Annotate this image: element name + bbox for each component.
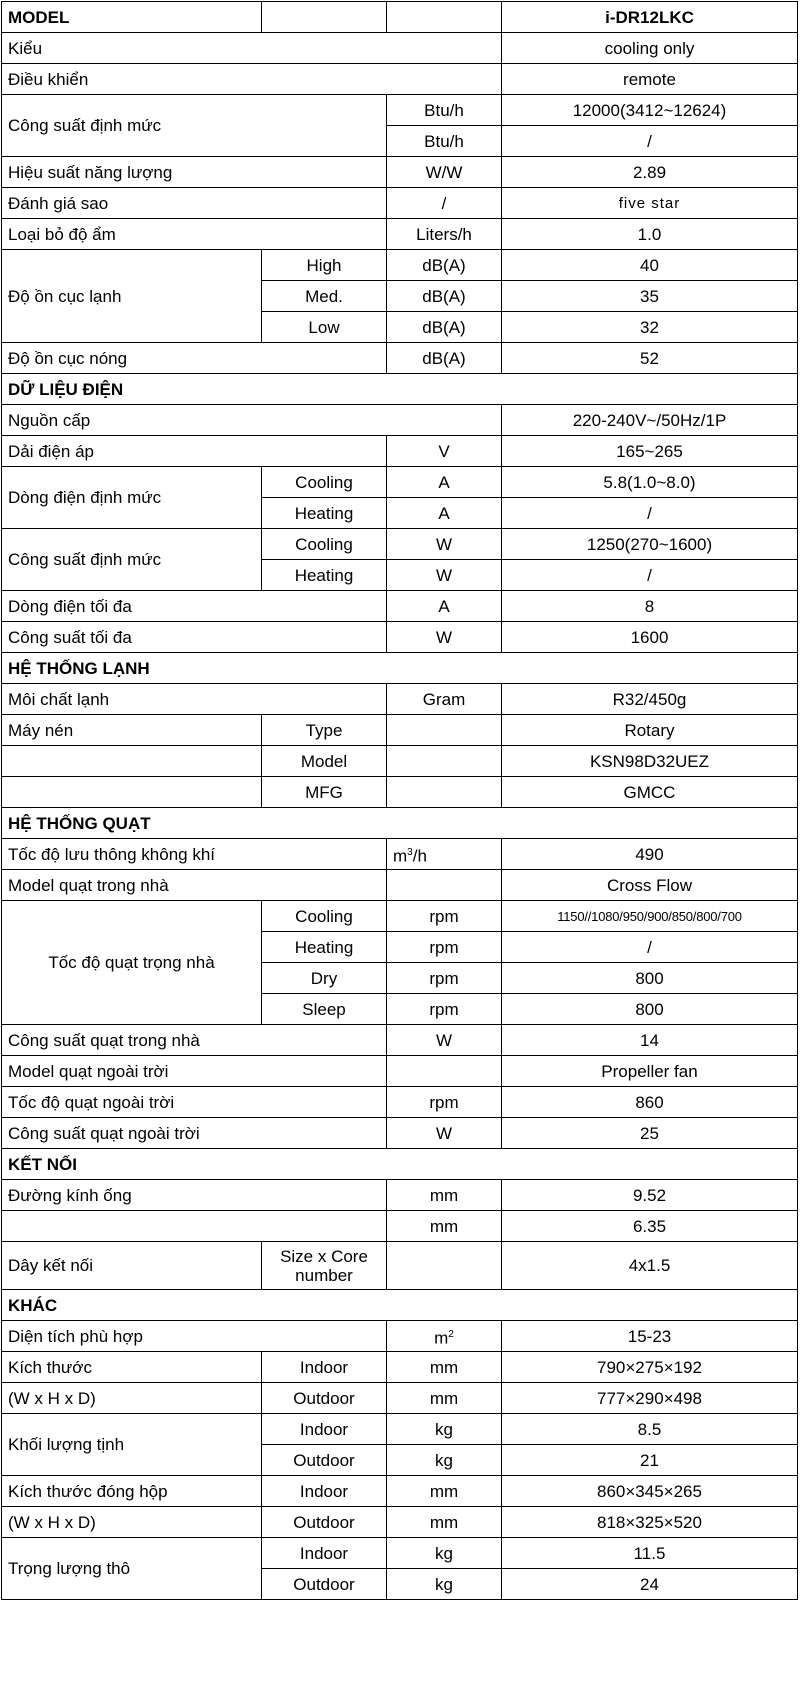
row-value: 35 xyxy=(502,281,798,312)
row-unit: kg xyxy=(387,1538,502,1569)
row-sub: Cooling xyxy=(262,529,387,560)
row-value: Rotary xyxy=(502,715,798,746)
row-unit: W xyxy=(387,622,502,653)
row-label: Tốc độ lưu thông không khí xyxy=(2,839,387,870)
section-title: DỮ LIỆU ĐIỆN xyxy=(2,374,798,405)
table-row xyxy=(2,1414,798,1445)
row-value: / xyxy=(502,560,798,591)
row-label: Model quạt trong nhà xyxy=(2,870,387,901)
row-value: 860 xyxy=(502,1087,798,1118)
row-unit: rpm xyxy=(387,932,502,963)
row-value: 777×290×498 xyxy=(502,1383,798,1414)
table-row xyxy=(2,95,798,126)
row-value: 6.35 xyxy=(502,1211,798,1242)
row-label: Nguồn cấp xyxy=(2,405,502,436)
row-value: 21 xyxy=(502,1445,798,1476)
row-unit: kg xyxy=(387,1414,502,1445)
section-title: HỆ THỐNG LẠNH xyxy=(2,653,798,684)
row-value: five star xyxy=(502,188,798,219)
row-unit: W xyxy=(387,1025,502,1056)
table-row xyxy=(2,591,798,622)
table-row xyxy=(2,1242,798,1290)
section-row xyxy=(2,808,798,839)
row-unit: rpm xyxy=(387,901,502,932)
table-row xyxy=(2,1087,798,1118)
row-label: (W x H x D) xyxy=(2,1383,262,1414)
row-unit: dB(A) xyxy=(387,343,502,374)
model-value: i-DR12LKC xyxy=(502,2,798,33)
row-unit: kg xyxy=(387,1445,502,1476)
row-label: Loại bỏ độ ẩm xyxy=(2,219,387,250)
table-row xyxy=(2,1321,798,1352)
row-value: 25 xyxy=(502,1118,798,1149)
row-value: 1.0 xyxy=(502,219,798,250)
table-row xyxy=(2,33,798,64)
row-sub: Heating xyxy=(262,498,387,529)
row-label: Dây kết nối xyxy=(2,1242,262,1290)
row-value: 32 xyxy=(502,312,798,343)
row-label: Đường kính ống xyxy=(2,1180,387,1211)
row-label: Đánh giá sao xyxy=(2,188,387,219)
row-unit: W xyxy=(387,529,502,560)
table-row xyxy=(2,777,798,808)
row-value: 490 xyxy=(502,839,798,870)
model-row xyxy=(2,2,798,33)
table-row xyxy=(2,1538,798,1569)
row-unit: kg xyxy=(387,1569,502,1600)
row-label: Tốc độ quạt trọng nhà xyxy=(2,901,262,1025)
row-label: Công suất quạt trong nhà xyxy=(2,1025,387,1056)
row-value: 2.89 xyxy=(502,157,798,188)
table-row xyxy=(2,746,798,777)
row-label: Trọng lượng thô xyxy=(2,1538,262,1600)
table-row xyxy=(2,188,798,219)
row-unit: rpm xyxy=(387,1087,502,1118)
row-value: / xyxy=(502,498,798,529)
row-label: (W x H x D) xyxy=(2,1507,262,1538)
row-sub: Size x Core number xyxy=(262,1242,387,1290)
table-row xyxy=(2,250,798,281)
row-unit: Liters/h xyxy=(387,219,502,250)
row-value: 818×325×520 xyxy=(502,1507,798,1538)
row-value: 1150//1080/950/900/850/800/700 xyxy=(502,901,798,932)
row-label: Công suất định mức xyxy=(2,95,387,157)
table-row xyxy=(2,839,798,870)
row-value: KSN98D32UEZ xyxy=(502,746,798,777)
table-row xyxy=(2,467,798,498)
row-value: 165~265 xyxy=(502,436,798,467)
row-sub: Indoor xyxy=(262,1476,387,1507)
table-row xyxy=(2,870,798,901)
row-value: remote xyxy=(502,64,798,95)
table-row xyxy=(2,219,798,250)
row-value: 11.5 xyxy=(502,1538,798,1569)
row-sub: Low xyxy=(262,312,387,343)
row-value: 800 xyxy=(502,994,798,1025)
row-sub: Med. xyxy=(262,281,387,312)
row-unit: / xyxy=(387,188,502,219)
row-unit: dB(A) xyxy=(387,250,502,281)
row-value: cooling only xyxy=(502,33,798,64)
row-sub: Heating xyxy=(262,932,387,963)
row-sub: Outdoor xyxy=(262,1445,387,1476)
row-unit: A xyxy=(387,498,502,529)
row-unit: mm xyxy=(387,1476,502,1507)
row-unit: Btu/h xyxy=(387,95,502,126)
row-unit: A xyxy=(387,591,502,622)
section-row xyxy=(2,374,798,405)
table-row xyxy=(2,529,798,560)
row-value: 860×345×265 xyxy=(502,1476,798,1507)
row-unit: $m^2$ xyxy=(387,1321,502,1352)
row-value: 12000(3412~12624) xyxy=(502,95,798,126)
row-sub: Outdoor xyxy=(262,1383,387,1414)
row-label: Model quạt ngoài trời xyxy=(2,1056,387,1087)
row-value: 52 xyxy=(502,343,798,374)
row-value: 9.52 xyxy=(502,1180,798,1211)
row-sub: Type xyxy=(262,715,387,746)
table-row xyxy=(2,715,798,746)
row-label: Diện tích phù hợp xyxy=(2,1321,387,1352)
model-label: MODEL xyxy=(2,2,262,33)
table-row xyxy=(2,1476,798,1507)
row-label: Kiểu xyxy=(2,33,502,64)
row-label: Dòng điện tối đa xyxy=(2,591,387,622)
row-label: Tốc độ quạt ngoài trời xyxy=(2,1087,387,1118)
row-sub: Indoor xyxy=(262,1352,387,1383)
row-value: 24 xyxy=(502,1569,798,1600)
table-row xyxy=(2,1118,798,1149)
row-unit: mm xyxy=(387,1383,502,1414)
row-label: Máy nén xyxy=(2,715,262,746)
row-sub: MFG xyxy=(262,777,387,808)
row-unit: mm xyxy=(387,1211,502,1242)
row-unit: rpm xyxy=(387,994,502,1025)
section-title: HỆ THỐNG QUẠT xyxy=(2,808,798,839)
row-unit: W/W xyxy=(387,157,502,188)
row-value: GMCC xyxy=(502,777,798,808)
row-label: Kích thước đóng hộp xyxy=(2,1476,262,1507)
row-unit: mm xyxy=(387,1180,502,1211)
row-unit: Btu/h xyxy=(387,126,502,157)
row-unit: Gram xyxy=(387,684,502,715)
row-unit: W xyxy=(387,1118,502,1149)
row-value: 1600 xyxy=(502,622,798,653)
row-label: Công suất tối đa xyxy=(2,622,387,653)
section-row xyxy=(2,653,798,684)
row-unit: dB(A) xyxy=(387,312,502,343)
table-row xyxy=(2,1352,798,1383)
row-value: 8 xyxy=(502,591,798,622)
row-sub: Heating xyxy=(262,560,387,591)
row-value: 8.5 xyxy=(502,1414,798,1445)
row-value: / xyxy=(502,932,798,963)
row-value: / xyxy=(502,126,798,157)
table-row xyxy=(2,405,798,436)
row-label: Dải điện áp xyxy=(2,436,387,467)
row-unit: $m^3/h$ xyxy=(387,839,502,870)
row-value: 800 xyxy=(502,963,798,994)
table-row xyxy=(2,1025,798,1056)
row-unit: W xyxy=(387,560,502,591)
table-row xyxy=(2,1056,798,1087)
table-row xyxy=(2,901,798,932)
row-value: 5.8(1.0~8.0) xyxy=(502,467,798,498)
row-label: Hiệu suất năng lượng xyxy=(2,157,387,188)
section-row xyxy=(2,1149,798,1180)
row-label: Môi chất lạnh xyxy=(2,684,387,715)
row-value: Cross Flow xyxy=(502,870,798,901)
row-sub: Cooling xyxy=(262,901,387,932)
table-row xyxy=(2,1507,798,1538)
row-unit: rpm xyxy=(387,963,502,994)
row-sub: Sleep xyxy=(262,994,387,1025)
row-sub: Indoor xyxy=(262,1538,387,1569)
row-sub: Dry xyxy=(262,963,387,994)
row-value: 1250(270~1600) xyxy=(502,529,798,560)
table-row xyxy=(2,343,798,374)
table-row xyxy=(2,64,798,95)
row-unit: dB(A) xyxy=(387,281,502,312)
row-label: Khối lượng tịnh xyxy=(2,1414,262,1476)
section-row xyxy=(2,1290,798,1321)
table-row xyxy=(2,1383,798,1414)
table-row xyxy=(2,1180,798,1211)
row-label: Công suất quạt ngoài trời xyxy=(2,1118,387,1149)
row-label: Độ ồn cục nóng xyxy=(2,343,387,374)
row-value: 790×275×192 xyxy=(502,1352,798,1383)
row-label: Điều khiển xyxy=(2,64,502,95)
row-unit: A xyxy=(387,467,502,498)
row-unit: mm xyxy=(387,1507,502,1538)
row-sub: High xyxy=(262,250,387,281)
row-value: 220-240V~/50Hz/1P xyxy=(502,405,798,436)
row-label: Độ ồn cục lạnh xyxy=(2,250,262,343)
row-value: Propeller fan xyxy=(502,1056,798,1087)
table-row xyxy=(2,157,798,188)
row-label: Kích thước xyxy=(2,1352,262,1383)
table-row xyxy=(2,622,798,653)
spec-table xyxy=(1,1,798,1600)
section-title: KHÁC xyxy=(2,1290,798,1321)
row-sub: Outdoor xyxy=(262,1507,387,1538)
row-value: 40 xyxy=(502,250,798,281)
row-value: R32/450g xyxy=(502,684,798,715)
row-sub: Model xyxy=(262,746,387,777)
row-value: 14 xyxy=(502,1025,798,1056)
row-unit: mm xyxy=(387,1352,502,1383)
table-row xyxy=(2,1211,798,1242)
row-unit: V xyxy=(387,436,502,467)
row-label: Công suất định mức xyxy=(2,529,262,591)
row-label: Dòng điện định mức xyxy=(2,467,262,529)
row-sub: Indoor xyxy=(262,1414,387,1445)
row-sub: Outdoor xyxy=(262,1569,387,1600)
table-row xyxy=(2,436,798,467)
row-value: 4x1.5 xyxy=(502,1242,798,1290)
row-value: 15-23 xyxy=(502,1321,798,1352)
section-title: KẾT NỐI xyxy=(2,1149,798,1180)
row-sub: Cooling xyxy=(262,467,387,498)
table-row xyxy=(2,684,798,715)
